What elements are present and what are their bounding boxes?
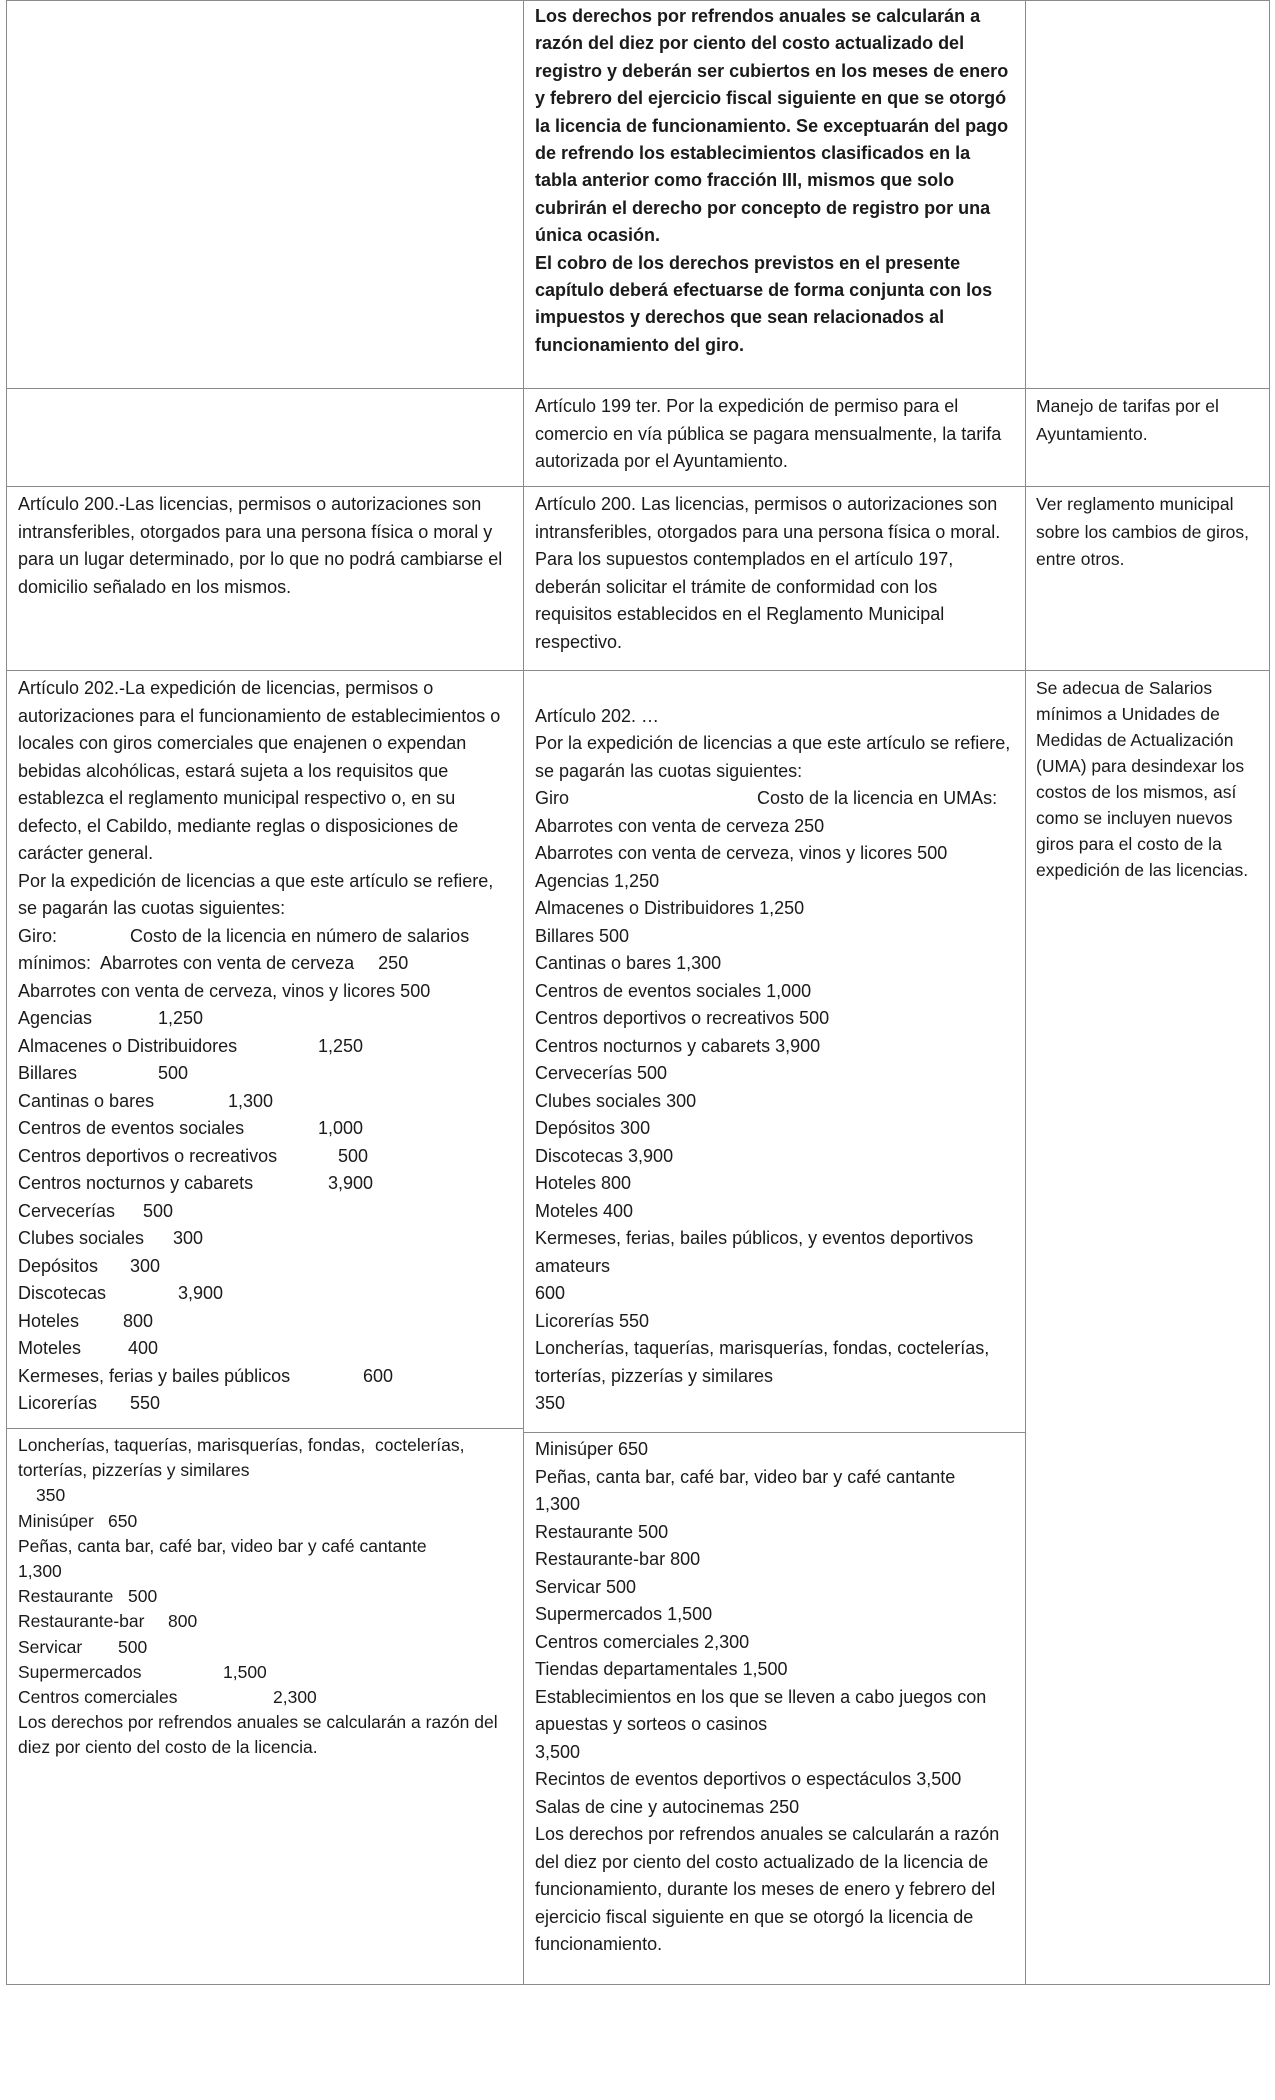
giro-item — [18, 1609, 513, 1634]
giro-name: Moteles — [18, 1338, 82, 1358]
row3-comment: Ver reglamento municipal sobre los cambios de giros, entre otros. — [1036, 494, 1254, 569]
reform-line: Peñas, canta bar, café bar, video bar y café cantante — [535, 1466, 956, 1487]
giro-cost: 500 — [338, 1145, 369, 1166]
reform-line: Por la expedición de licencias a que este artículo se refiere, se pagarán las cuotas siguientes: — [535, 733, 1016, 781]
giro-header-line — [18, 923, 513, 951]
giro-cost: 1,250 — [318, 1035, 364, 1056]
row4-col1 — [6, 670, 524, 1429]
reform-line: Centros deportivos o recreativos 500 — [535, 1008, 830, 1028]
cobro-paragraph: El cobro de los derechos previstos en el presente capítulo deberá efectuarse de forma conjunta con los impuestos y derechos que sean relacionados al funcionamiento del giro. — [535, 252, 998, 355]
articulo-200-reform: Artículo 200. Las licencias, permisos o autorizaciones son intransferibles, otorgados para una persona física o moral. Para los supuestos contemplados en el artículo 197, deberán solicitar el trámite de conformidad con los requisitos establecidos en el Reglamento Municipal respectivo. — [535, 494, 1006, 652]
giro-name: Supermercados — [18, 1661, 142, 1682]
giro-cost: 3,900 — [328, 1173, 374, 1193]
reform-line: Abarrotes con venta de cerveza 250 — [535, 815, 825, 836]
giro-item — [18, 1559, 513, 1584]
giro-item — [18, 1253, 513, 1281]
reform-line: Loncherías, taquerías, marisquerías, fondas, coctelerías, torterías, pizzerías y similares — [535, 1338, 995, 1386]
row2-col2 — [523, 388, 1026, 487]
articulo-199-ter-text: Artículo 199 ter. Por la expedición de permiso para el comercio en vía pública se pagara mensualmente, la tarifa autorizada por el Ayuntamiento. — [535, 396, 1007, 471]
giro-item — [18, 1143, 513, 1171]
reform-line: Salas de cine y autocinemas 250 — [535, 1796, 800, 1817]
refrendo-original-footer: Los derechos por refrendos anuales se calcularán a razón del diez por ciento del costo de la licencia. — [18, 1712, 503, 1758]
articulo-202-original-intro: Artículo 202.-La expedición de licencias, permisos o autorizaciones para el funcionamiento de establecimientos o locales con giros comerciales que enajenen o expendan bebidas alcohólicas, estará sujeta a los requisitos que establezca el reglamento municipal respectivo o, en su defecto, el Cabildo, mediante reglas o disposiciones de carácter general. — [18, 678, 506, 863]
minimos-text: mínimos: Abarrotes con venta de cerveza — [18, 953, 355, 973]
reform-line: 3,500 — [535, 1741, 581, 1762]
reform-line: Centros comerciales 2,300 — [535, 1631, 750, 1652]
giro-cost: 800 — [168, 1611, 198, 1632]
minimos-value: 250 — [378, 953, 409, 973]
giro-cost: 400 — [128, 1338, 159, 1358]
minimos-line — [18, 950, 513, 978]
reform-line: Depósitos 300 — [535, 1118, 651, 1138]
reform-line — [535, 675, 1015, 703]
row3-col1 — [6, 486, 524, 671]
reform-line: Servicar 500 — [535, 1576, 637, 1597]
giro-cost: 650 — [108, 1510, 138, 1531]
giro-name: Cervecerías — [18, 1200, 116, 1221]
row1-col2 — [523, 0, 1026, 389]
giro-item — [18, 1685, 513, 1710]
reform-line — [535, 785, 1015, 813]
reform-line: Cervecerías 500 — [535, 1063, 668, 1083]
giro-cost: 600 — [363, 1365, 394, 1386]
reform-line: Los derechos por refrendos anuales se calcularán a razón del diez por ciento del costo actualizado de la licencia de funcionamiento, durante los meses de enero y febrero del ejercicio fiscal siguiente en que se otorgó la licencia de funcionamiento. — [535, 1824, 1005, 1954]
giro-item — [18, 1534, 513, 1559]
giro-item — [18, 1088, 513, 1116]
giro-item — [18, 1198, 513, 1226]
giro-cost: 500 — [128, 1586, 158, 1607]
giro-name: Restaurante — [18, 1586, 114, 1607]
giro-cost: 300 — [173, 1228, 204, 1248]
reform-line: Centros nocturnos y cabarets 3,900 — [535, 1035, 821, 1056]
giro-cost: 1,500 — [223, 1661, 267, 1682]
row2-col3 — [1025, 388, 1270, 487]
reform-line: Abarrotes con venta de cerveza, vinos y licores 500 — [535, 843, 948, 863]
giro-cost: 300 — [130, 1255, 161, 1276]
giro-item — [18, 1584, 513, 1609]
giro-item — [18, 1363, 513, 1391]
reform-line: Agencias 1,250 — [535, 870, 660, 891]
giro-item — [18, 1170, 513, 1198]
reform-line: Restaurante-bar 800 — [535, 1549, 701, 1569]
giro-cost: 500 — [118, 1636, 148, 1657]
giro-name: Billares — [18, 1063, 78, 1083]
row4-col2 — [523, 670, 1026, 1433]
giro-name: Minisúper — [18, 1510, 94, 1531]
original-giro-list — [18, 978, 513, 1418]
reform-line: Cantinas o bares 1,300 — [535, 953, 722, 973]
row2-col1 — [6, 388, 524, 487]
giro-cost: 2,300 — [273, 1687, 317, 1708]
giro-cost: 1,250 — [158, 1008, 204, 1028]
giro-name: Discotecas — [18, 1283, 107, 1303]
giro-cost: 500 — [143, 1200, 174, 1221]
giro-label: Giro: — [18, 925, 58, 946]
reform-line: Artículo 202. … — [535, 705, 660, 726]
row1-col1 — [6, 0, 524, 389]
giro-name: Centros deportivos o recreativos — [18, 1145, 278, 1166]
giro-cost: 550 — [130, 1393, 161, 1413]
giro-item — [18, 1005, 513, 1033]
reform-line: Kermeses, ferias, bailes públicos, y eventos deportivos amateurs — [535, 1228, 979, 1276]
reform-line: 1,300 — [535, 1494, 581, 1514]
row5-col1 — [6, 1428, 524, 1985]
giro-cost: 3,900 — [178, 1283, 224, 1303]
giro-cost: 800 — [123, 1310, 154, 1331]
giro-name: Centros nocturnos y cabarets — [18, 1173, 254, 1193]
refrendo-paragraph: Los derechos por refrendos anuales se calcularán a razón del diez por ciento del costo actualizado del registro y deberán ser cubiertos en los meses de enero y febrero del ejercicio fiscal siguiente en que se otorgó la licencia de funcionamiento. Se exceptuarán del pago de refrendo los establecimientos clasificados en la tabla anterior como fracción III, mismos que solo cubrirán el derecho por concepto de registro por una única ocasión. — [535, 6, 1014, 246]
giro-cost: 1,300 — [228, 1090, 274, 1111]
giro-name: Kermeses, ferias y bailes públicos — [18, 1365, 291, 1386]
giro-item — [18, 978, 513, 1006]
giro-item — [18, 1225, 513, 1253]
reform-giro-list — [535, 675, 1015, 1418]
giro-item — [18, 1390, 513, 1418]
reform-line: Minisúper 650 — [535, 1439, 649, 1459]
costo-header: Costo de la licencia en número de salarios — [130, 925, 470, 946]
giro-label: Giro — [535, 788, 570, 808]
reform-line: Centros de eventos sociales 1,000 — [535, 980, 812, 1001]
reform-line: Clubes sociales 300 — [535, 1090, 697, 1111]
giro-name: Cantinas o bares — [18, 1090, 155, 1111]
giro-item — [18, 1060, 513, 1088]
row1-col3 — [1025, 0, 1270, 389]
giro-name: Loncherías, taquerías, marisquerías, fondas, coctelerías, torterías, pizzerías y similares — [18, 1435, 470, 1481]
giro-name: Almacenes o Distribuidores — [18, 1035, 238, 1056]
giro-item — [18, 1033, 513, 1061]
reform-line: Discotecas 3,900 — [535, 1145, 674, 1166]
giro-item — [18, 1433, 513, 1509]
giro-name: 1,300 — [18, 1561, 62, 1582]
row3-col2 — [523, 486, 1026, 671]
giro-name: Depósitos — [18, 1255, 99, 1276]
reform-line: Recintos de eventos deportivos o espectáculos 3,500 — [535, 1769, 962, 1789]
row5-col2 — [523, 1432, 1026, 1985]
giro-item — [18, 1308, 513, 1336]
row4-comment: Se adecua de Salarios mínimos a Unidades de Medidas de Actualización (UMA) para desindexar los costos de los mismos, así como se incluyen nuevos giros para el costo de la expedición de las licencias. — [1036, 678, 1250, 880]
giro-item — [18, 1335, 513, 1363]
reform-line: 350 — [535, 1393, 566, 1413]
giro-item — [18, 1635, 513, 1660]
reform-line: 600 — [535, 1283, 566, 1303]
giro-name: Abarrotes con venta de cerveza, vinos y licores 500 — [18, 980, 431, 1001]
reform-line: Establecimientos en los que se lleven a cabo juegos con apuestas y sorteos o casinos — [535, 1686, 992, 1734]
giro-name: Centros de eventos sociales — [18, 1118, 245, 1138]
articulo-202-original-intro2: Por la expedición de licencias a que este artículo se refiere, se pagarán las cuotas siguientes: — [18, 870, 499, 918]
giro-cost: 350 — [36, 1485, 66, 1506]
giro-item — [18, 1660, 513, 1685]
reform-line: Supermercados 1,500 — [535, 1604, 713, 1624]
giro-cost: 500 — [158, 1063, 189, 1083]
reform-line: Hoteles 800 — [535, 1173, 632, 1193]
giro-name: Servicar — [18, 1636, 83, 1657]
giro-name: Agencias — [18, 1008, 93, 1028]
reform-line: Tiendas departamentales 1,500 — [535, 1659, 788, 1679]
reform-line: Billares 500 — [535, 925, 630, 946]
reform-line: Licorerías 550 — [535, 1310, 650, 1331]
row3-col3 — [1025, 486, 1270, 671]
giro-item — [18, 1115, 513, 1143]
giro-item — [18, 1509, 513, 1534]
giro-name: Restaurante-bar — [18, 1611, 145, 1632]
giro-item — [18, 1280, 513, 1308]
giro-name: Peñas, canta bar, café bar, video bar y café cantante — [18, 1535, 427, 1556]
row2-comment: Manejo de tarifas por el Ayuntamiento. — [1036, 396, 1223, 444]
giro-name: Clubes sociales — [18, 1228, 145, 1248]
reform-line: Almacenes o Distribuidores 1,250 — [535, 898, 805, 918]
giro-name: Centros comerciales — [18, 1687, 178, 1708]
giro-name: Licorerías — [18, 1393, 98, 1413]
original-giro-list-cont — [18, 1433, 513, 1710]
reform-line: Restaurante 500 — [535, 1521, 669, 1542]
giro-cost: 1,000 — [318, 1118, 364, 1138]
articulo-200-original: Artículo 200.-Las licencias, permisos o autorizaciones son intransferibles, otorgados para una persona física o moral y para un lugar determinado, por lo que no podrá cambiarse el domicilio señalado en los mismos. — [18, 494, 508, 597]
reform-giro-list-cont — [535, 1436, 1015, 1959]
reform-line: Moteles 400 — [535, 1200, 634, 1221]
row4-col3 — [1025, 670, 1270, 1985]
costo-uma-header: Costo de la licencia en UMAs: — [757, 788, 998, 808]
giro-name: Hoteles — [18, 1310, 80, 1331]
